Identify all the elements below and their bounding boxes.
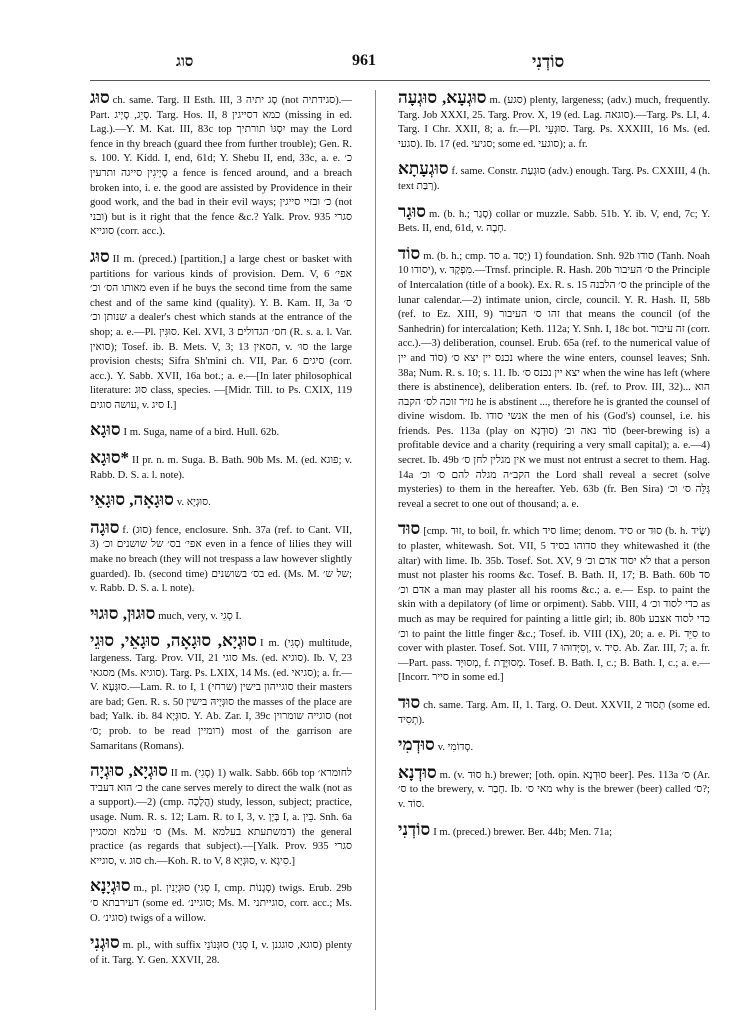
entry-text: II m. (סְגִי) 1) walk. Sabb. 66b top לחומרא׳ כ׳ הוא דעביד the cane serves merely to direct the walk (not as a support).—2) (cmp. הֲלָכָה) study, lesson, subject; practice, usage. Num. R. s. 12; Lam. R. to I, 3, v. בְּיָן I, a. בֵּין. Snh. 6a ס׳ עלמא ומסגיין (Ms. M. דמשתעתא בעלמא) the general practice (as regards that subject).—[Yalk. Prov. 935 סגרי סוגייא, v. סוּג ch.—Koh. R. to V, 8 סוּגְיָא, v. סִיגָא.]: [90, 768, 352, 867]
dictionary-entry: [398, 243, 710, 513]
entry-text: f. (סוּג) fence, enclosure. Snh. 37a (ref. to Cant. VII, 3) אפי׳ בס׳ של שושנים וכ׳ even in a fence of lilies they will make no breach (they will not trespass a law however slightly guarded). Ib. (second time) בס׳ בשושנים ed. (Ms. M. של ש׳; v. Rabb. D. S. a. l. note).: [90, 524, 352, 595]
entry-headword: סוּגוּן, סוּגוּי: [90, 603, 156, 623]
dictionary-entry: [90, 878, 352, 926]
entry-headword: סוּגְעָא, סוּגְעָה: [398, 90, 487, 107]
dictionary-entry: [398, 819, 710, 841]
entry-headword: סוּגָא: [90, 420, 121, 440]
entry-headword: סוּג: [90, 246, 110, 266]
entry-headword: סוֹד: [398, 243, 421, 263]
page-header: [0, 48, 750, 76]
dictionary-entry: [398, 521, 710, 686]
left-column: [90, 90, 352, 1006]
dictionary-entry: [398, 737, 710, 756]
dictionary-entry: [90, 517, 352, 597]
right-column: [398, 90, 710, 1006]
entry-text: I m. Suga, name of a bird. Hull. 62b.: [123, 427, 280, 439]
entry-text: m. (סגע) plenty, largeness; (adv.) much, frequently. Targ. Job XXXI, 25. Targ. Prov. X, 19 (ed. Lag. סוגאה).—Targ. Ps. LI, 4. Targ. I Chr. XXII, 8; a. fr.—Pl. סוּגְּעֵי. Targ. Ps. XXXIII, 16 Ms. (ed. סגעי). Ib. 17 (ed. סגיעי; some ed. סוגעי); a. fr.: [398, 95, 710, 150]
dictionary-entry: [398, 201, 710, 237]
dictionary-entry: [90, 763, 352, 869]
dictionary-entry: [398, 90, 710, 152]
entry-text: f. same. Constr. סוּגְעַת (adv.) enough. Targ. Ps. CXXIII, 4 (h. text רַבַּת).: [398, 166, 710, 192]
entry-headword: *סוּגָא: [90, 448, 130, 468]
column-divider: [375, 90, 376, 1010]
entry-text: much, very, v. סְגִי I.: [158, 610, 242, 622]
entry-headword: סוּג: [90, 90, 110, 107]
entry-text: m. pl., with suffix סוּגְּנוֹנֵי (סְגִי I, v. סוגא, סוגגנן) plenty of it. Targ. Y. Gen. XXVII, 28.: [90, 940, 352, 966]
entry-text: m. (b. h.; cmp. סד a. יָסַד) 1) foundation. Snh. 92b סודו (Tanh. Noah 10 יסודו), v. מִפְקָד.—Trnsf. principle. R. Hash. 20b ס׳ העיבור the Principle of Intercalation (title of a book). Ex. R. s. 15 ס׳ הלבנה the principle of the lunar calendar.—2) intimate union, circle, council. Y. R. Hash. II, 58b (ref. to Ez. XIII, 9) זהו ס׳ העיבור that means the council (of the Sanhedrin) for intercalation; Keth. 112a; Y. Snh. I, 18c bot. זה עיבור (corr. acc.).—3) deliberation, counsel. Erub. 65a (ref. to the numerical value of יין and סוֹד) נכנס יין יצא ס׳ where the wine enters, counsel leaves; Snh. 38a; Num. R. s. 10; s. 11. Ib. יצא יין נכנס ס׳ when the wine has left (where there is abstinence), deliberation enters. Ib. (ref. to Prov. III, 32)... הוא נזיר זוכה לס׳ הקבה he is abstinent ..., therefore he is granted the counsel of divine wisdom. Ib. אנשי סודו the men of his (God's) counsel, i.e. his friends. Pes. 113a (play on סוּדְנָא) סוֹד נאה וכ׳ (beer-brewing is) a profitable device and a charity (requiring a very small capital); a. e.—4) secret. Ib. 49b אין מגלין לחן ס׳ we must not entrust a secret to them. Hag. 14a הקב״ה מגלה להם ס׳ וכ׳ the Lord shall reveal a secret (solve mysteries) to them in the hereafter. Yeb. 63b (fr. Ben Sira) גְּלֵּה ס׳ וכ׳ reveal a secret to one out of thousand; a. e.: [398, 250, 710, 510]
header-rule: [90, 80, 710, 81]
entry-headword: סוּגָר: [398, 201, 426, 221]
entry-headword: סוּגְעָתָא: [398, 159, 449, 179]
page-number: 961: [352, 52, 376, 69]
dictionary-entry: [90, 633, 352, 754]
entry-headword: סוּגְיָא, סוּגָאָה, סוּגָאֵי, סוּגֵי: [90, 631, 257, 651]
dictionary-entry: [398, 762, 710, 813]
dictionary-entry: [90, 935, 352, 968]
entry-headword: סוּדְנָא: [398, 762, 437, 782]
entry-headword: סוּגְנִי: [90, 933, 120, 953]
running-head-left: סוג: [176, 54, 194, 70]
dictionary-entry: [90, 492, 352, 511]
entry-headword: סוּדְמִי: [398, 735, 435, 755]
entry-headword: סוּגָה: [90, 517, 120, 537]
entry-headword: סוּגְיָנָא: [90, 876, 131, 896]
dictionary-entry: [90, 450, 352, 483]
entry-text: m. (b. h.; סָגַר) collar or muzzle. Sabb. 51b. Y. ib. V, end, 7c; Y. Bets. II, end, 61d, v. חָבָה.: [398, 208, 710, 235]
entry-text: [cmp. זוּד, to boil, fr. which סיד lime; denom. סיד or סוּד (b. h. שָׂיד) to plaster, whitewash. Sot. VII, 5 סדוהו בסיד they whitewashed it (the altar) with lime. Ib. 35b. Tosef. Sot. XV, 9 לא יסוד אדם וכ׳ that a person must not plaster his rooms &c. Tosef. B. Bath. II, 17; B. Bath. 60b סד אדם וכ׳ a man may plaster all his rooms &c.; a. e.— Esp. to paint the skin with a depilatory (of lime or orpiment). Sabb. VIII, 4 כדי לסוד וכ׳ as much as may be required for painting a little girl; ib. 80b כדי לסוד אצבע וכ׳ to paint the little finger &c.; Tosef. ib. VIII (IX), 20; a. e. Pi. סִיֵּד to cover with plaster. Tosef. Sot. VIII, 7 וְסִיְּדוּהוּ, v. סִיד. Ab. Zar. III, 7; a. fr.—Part. pass. מְסוּיָּד, f. מְסוּיֶּדֶת. Tosef. B. Bath. I, c.; B. Bath. I, c.; a. e.—[Incorr. סייר in some ed.]: [398, 526, 710, 684]
entry-headword: סוֹדְנִי: [398, 819, 431, 839]
dictionary-entry: [90, 90, 352, 240]
entry-headword: סוּד: [398, 692, 421, 712]
entry-text: ch. same. Targ. II Esth. III, 3 סָג יתיה (not סגידתיה).— Part. סָיֵג, סָיְיג. Targ. Hos. II, 8 כמא דסייגין (missing in ed. Lag.).—Y. M. Kat. III, 83c top יִסְגּוֹ תורתיך may the Lord fence in thy breach (guard thee from further trouble); Gen. R. s. 100. Y. Kidd. I, end, 61d; Y. Shebu II, end, 33c, a. e. כ׳ סְיָיגִין סייגה ותרעין a fence is fenced around, and a breach broken into, i. e. the good are assisted by Providence in their good work, and the bad in their evil ways; כ׳ ובזיי סייגין (not ובני) but is it right that the fence &c.? Yalk. Prov. 935 סגרי סוגייא (corr. acc.).: [90, 95, 352, 238]
dictionary-entry: [398, 161, 710, 194]
entry-text: II m. (preced.) [partition,] a large chest or basket with partitions for various kinds of provision. Dem. V, 6 אפי׳ מאותו הס׳ וכ׳ even if he buys the second time from the same chest and of the same kind (quality). Y. B. Kam. II, 3a ס׳ שנותן וכ׳ a dealer's chest which stands at the entrance of the shop; a. e.—Pl. סוּגִּין. Kel. XVI, 3 חס׳ הגדולים (R. s. a. l. Var. סואין); Tosef. ib. B. Mets. V, 3; 13 הסאין, v. סוּ׳ the large provision chests; Sifra Sh'mini ch. VII, Par. 6 סיגים (corr. acc.). Y. Sabb. XVII, 16a bot.; a. e.—[In later philosophical literature: סוּג class, species. —[Midr. Till. to Ps. CXIX, 119 עושה סוגים, v. סיג I.]: [90, 253, 352, 411]
dictionary-entry: [90, 246, 352, 414]
entry-text: II pr. n. m. Suga. B. Bath. 90b Ms. M. (ed. פוגא; v. Rabb. D. S. a. l. note).: [90, 455, 352, 481]
entry-headword: סוּד: [398, 519, 421, 539]
entry-text: v. סְדוֹמִי.: [437, 742, 474, 754]
entry-text: ch. same. Targ. Am. II, 1. Targ. O. Deut. XXVII, 2 תְסוּד (some ed. תְסִיד).: [398, 699, 710, 726]
dictionary-entry: [398, 692, 710, 728]
entry-text: m. (v. סוּד h.) brewer; [oth. opin. סוּדְנָא beer]. Pes. 113a ס׳ (Ar. ס׳ to the brewery, v. חָבַר. Ib. מאי ס׳ why is the brewer (beer) called ס׳?; v. סוֹד.: [398, 769, 710, 810]
entry-text: v. סוּגְיָא.: [176, 497, 211, 509]
running-head-right: סוֹדְנִי: [532, 52, 565, 71]
entry-text: I m. (סְגִי) multitude, largeness. Targ. Prov. VII, 21 סוגי Ms. (ed. סוגיא). Ib. V, 23 מסגאי (Ms. סוגיא). Targ. Ps. LXIX, 14 Ms. (ed. סגיאי); a. fr.—V. סוּגְּעָא.—Lam. R. to I, 1 סוגייהון בישין (שרחי) their masters are bad; Gen. R. s. 50 סוּגְּיָיהּ בישין the masses of the place are bad; Yalk. ib. 84 סוּגְּיָא. Y. Ab. Zar. I, 39c סוגייה שומרוין (not ס׳; prob. to be read רומיין) most of the garrison are Samaritans (Romans).: [90, 638, 352, 752]
entry-text: m., pl. סוּגְיָנִין (סְגִי I, cmp. סְגָנוֹת) twigs. Erub. 29b דעירבתא ס׳ (some ed. סוגיינ׳; Ms. M. סוגייתני, corr. acc.; Ms. O. סוגינ׳) twigs of a willow.: [90, 883, 352, 924]
dictionary-entry: [90, 603, 352, 625]
entry-text: I m. (preced.) brewer. Ber. 44b; Men. 71a;: [433, 826, 613, 838]
entry-headword: סוּגָאָה, סוּגָאֵי: [90, 490, 174, 510]
dictionary-entry: [90, 422, 352, 441]
entry-headword: סוּגְיָא, סוּגְיָה: [90, 761, 168, 781]
